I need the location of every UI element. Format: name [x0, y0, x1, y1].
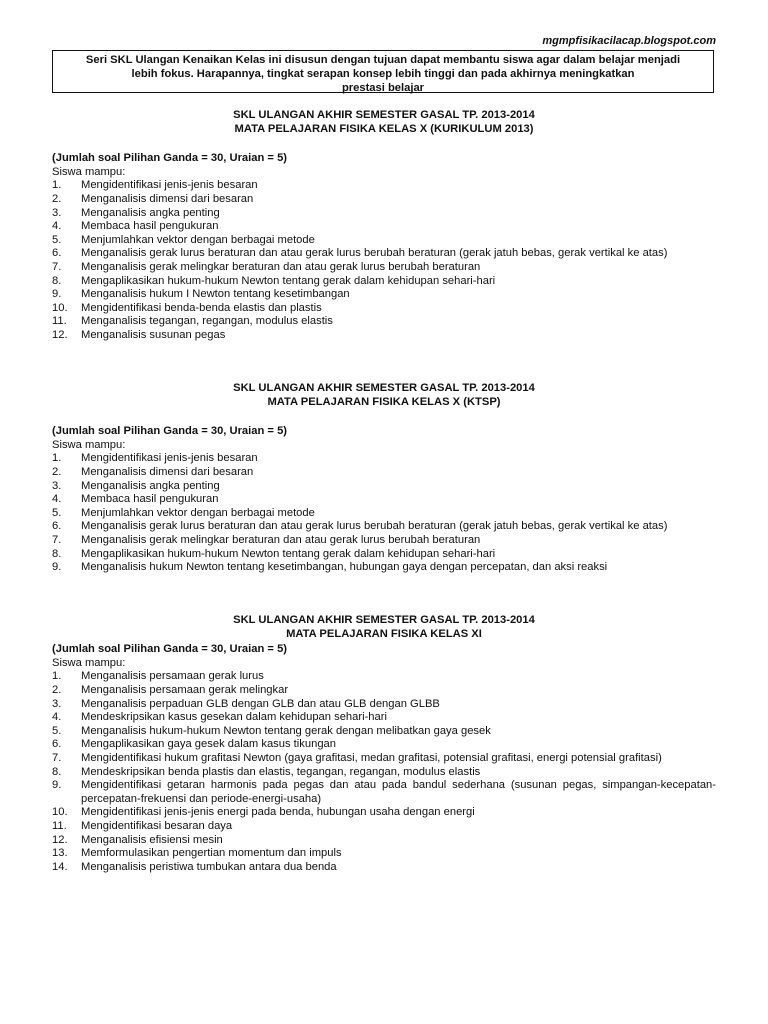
- list-item: [52, 288, 716, 302]
- item-number: 1.: [52, 179, 62, 192]
- section-subtitle: MATA PELAJARAN FISIKA KELAS X (KTSP): [267, 395, 501, 408]
- list-item: [52, 520, 716, 534]
- question-count: (Jumlah soal Pilihan Ganda = 30, Uraian = 5): [52, 425, 288, 438]
- item-text: Menganalisis dimensi dari besaran: [81, 192, 254, 205]
- item-number: 3.: [52, 697, 62, 710]
- item-number: 6.: [52, 247, 62, 260]
- list-item: [52, 220, 716, 234]
- item-text: Menganalisis persamaan gerak melingkar: [81, 683, 289, 696]
- list-item: [52, 193, 716, 207]
- item-text: Menganalisis angka penting: [81, 206, 220, 219]
- item-number: 13.: [52, 847, 68, 860]
- item-text: Menjumlahkan vektor dengan berbagai metode: [81, 233, 315, 246]
- item-number: 9.: [52, 288, 62, 301]
- item-text: Menganalisis perpaduan GLB dengan GLB dan atau GLB dengan GLBB: [81, 697, 440, 710]
- item-text: Membaca hasil pengukuran: [81, 493, 219, 506]
- item-number: 14.: [52, 860, 68, 873]
- blog-url: mgmpfisikacilacap.blogspot.com: [542, 35, 716, 47]
- item-text: Menganalisis persamaan gerak lurus: [81, 670, 264, 683]
- item-number: 7.: [52, 260, 62, 273]
- item-text: Mendeskripsikan benda plastis dan elastis, tegangan, regangan, modulus elastis: [81, 765, 481, 778]
- competency-list: [52, 670, 716, 874]
- item-number: 8.: [52, 274, 62, 287]
- item-text: Mengidentifikasi hukum grafitasi Newton (gaya grafitasi, medan grafitasi, potensial grafitasi, energi potensial grafitasi): [81, 751, 662, 764]
- section-kelas-xi: [52, 614, 716, 874]
- list-item: [52, 234, 716, 248]
- item-text: Mengaplikasikan gaya gesek dalam kasus tikungan: [81, 738, 336, 751]
- item-number: 2.: [52, 465, 62, 478]
- item-number: 7.: [52, 751, 62, 764]
- item-number: 12.: [52, 328, 68, 341]
- list-item: [52, 861, 716, 875]
- item-number: 6.: [52, 738, 62, 751]
- item-number: 5.: [52, 233, 62, 246]
- item-number: 1.: [52, 670, 62, 683]
- list-lead: Siswa mampu:: [52, 656, 126, 669]
- intro-line: lebih fokus. Harapannya, tingkat serapan konsep lebih tinggi dan pada akhirnya meningkatkan: [131, 68, 635, 80]
- list-item: [52, 766, 716, 780]
- item-text: Mengidentifikasi jenis-jenis energi pada benda, hubungan usaha dengan energi: [81, 806, 475, 819]
- item-number: 10.: [52, 806, 68, 819]
- list-item: [52, 261, 716, 275]
- item-number: 11.: [52, 819, 67, 832]
- list-item: [52, 329, 716, 343]
- item-text: Menganalisis gerak lurus beraturan dan atau gerak lurus berubah beraturan (gerak jatuh bebas, gerak vertikal ke atas): [81, 520, 668, 533]
- item-text: Mengaplikasikan hukum-hukum Newton tentang gerak dalam kehidupan sehari-hari: [81, 274, 496, 287]
- list-item: [52, 725, 716, 739]
- item-text: Menganalisis gerak lurus beraturan dan atau gerak lurus berubah beraturan (gerak jatuh bebas, gerak vertikal ke atas): [81, 247, 668, 260]
- item-text: Membaca hasil pengukuran: [81, 220, 219, 233]
- item-text: Memformulasikan pengertian momentum dan impuls: [81, 847, 342, 860]
- item-text: Mengidentifikasi getaran harmonis pada pegas dan atau pada bandul sederhana (susunan pegas, simpangan-kecepatan-percepatan-frekuensi dan periode-energi-usaha): [81, 779, 716, 805]
- list-item: [52, 847, 716, 861]
- list-item: [52, 315, 716, 329]
- item-text: Menganalisis hukum-hukum Newton tentang gerak dengan melibatkan gaya gesek: [81, 724, 491, 737]
- list-item: [52, 480, 716, 494]
- item-text: Menganalisis dimensi dari besaran: [81, 465, 254, 478]
- list-item: [52, 684, 716, 698]
- item-number: 8.: [52, 765, 62, 778]
- item-number: 2.: [52, 683, 62, 696]
- list-item: [52, 493, 716, 507]
- item-number: 5.: [52, 724, 62, 737]
- list-item: [52, 452, 716, 466]
- section-title: SKL ULANGAN AKHIR SEMESTER GASAL TP. 2013-2014: [233, 382, 535, 394]
- item-number: 5.: [52, 506, 62, 519]
- item-number: 11.: [52, 315, 67, 328]
- item-text: Menganalisis gerak melingkar beraturan dan atau gerak lurus berubah beraturan: [81, 533, 481, 546]
- list-item: [52, 711, 716, 725]
- intro-line: prestasi belajar: [341, 82, 425, 94]
- item-text: Mengidentifikasi jenis-jenis besaran: [81, 452, 258, 465]
- item-number: 3.: [52, 206, 62, 219]
- item-text: Menjumlahkan vektor dengan berbagai metode: [81, 506, 315, 519]
- section-kelas-x-ktsp: [52, 382, 716, 575]
- list-item: [52, 779, 716, 806]
- list-item: [52, 534, 716, 548]
- section-subtitle: MATA PELAJARAN FISIKA KELAS XI: [286, 627, 482, 640]
- item-text: Mengaplikasikan hukum-hukum Newton tentang gerak dalam kehidupan sehari-hari: [81, 547, 496, 560]
- item-text: Menganalisis susunan pegas: [81, 328, 226, 341]
- item-number: 8.: [52, 547, 62, 560]
- item-text: Mendeskripsikan kasus gesekan dalam kehidupan sehari-hari: [81, 711, 387, 724]
- question-count: (Jumlah soal Pilihan Ganda = 30, Uraian = 5): [52, 643, 288, 656]
- item-text: Menganalisis peristiwa tumbukan antara dua benda: [81, 860, 337, 873]
- item-number: 6.: [52, 520, 62, 533]
- intro-line: Seri SKL Ulangan Kenaikan Kelas ini disusun dengan tujuan dapat membantu siswa agar dalam belajar menjadi: [85, 54, 681, 66]
- list-item: [52, 698, 716, 712]
- competency-list: [52, 452, 716, 574]
- section-kelas-x-kurikulum-2013: [52, 109, 716, 343]
- item-number: 9.: [52, 561, 62, 574]
- list-item: [52, 207, 716, 221]
- item-text: Mengidentifikasi benda-benda elastis dan plastis: [81, 301, 322, 314]
- item-number: 1.: [52, 452, 62, 465]
- item-text: Mengidentifikasi besaran daya: [81, 819, 233, 832]
- list-item: [52, 738, 716, 752]
- list-item: [52, 275, 716, 289]
- item-number: 4.: [52, 493, 62, 506]
- item-number: 4.: [52, 711, 62, 724]
- item-number: 2.: [52, 192, 62, 205]
- list-item: [52, 752, 716, 766]
- list-item: [52, 466, 716, 480]
- list-item: [52, 507, 716, 521]
- list-item: [52, 302, 716, 316]
- list-lead: Siswa mampu:: [52, 165, 126, 178]
- item-text: Mengidentifikasi jenis-jenis besaran: [81, 179, 258, 192]
- competency-list: [52, 179, 716, 342]
- section-title: SKL ULANGAN AKHIR SEMESTER GASAL TP. 2013-2014: [233, 109, 535, 121]
- section-title: SKL ULANGAN AKHIR SEMESTER GASAL TP. 2013-2014: [233, 614, 535, 626]
- list-item: [52, 561, 716, 575]
- list-item: [52, 548, 716, 562]
- list-item: [52, 806, 716, 820]
- item-number: 3.: [52, 479, 62, 492]
- item-number: 10.: [52, 301, 68, 314]
- item-text: Menganalisis tegangan, regangan, modulus elastis: [81, 315, 333, 328]
- item-text: Menganalisis angka penting: [81, 479, 220, 492]
- item-text: Menganalisis hukum I Newton tentang kesetimbangan: [81, 288, 350, 301]
- item-text: Menganalisis efisiensi mesin: [81, 833, 223, 846]
- section-subtitle: MATA PELAJARAN FISIKA KELAS X (KURIKULUM 2013): [234, 122, 534, 135]
- item-text: Menganalisis gerak melingkar beraturan dan atau gerak lurus berubah beraturan: [81, 260, 481, 273]
- item-number: 12.: [52, 833, 68, 846]
- list-lead: Siswa mampu:: [52, 438, 126, 451]
- list-item: [52, 820, 716, 834]
- question-count: (Jumlah soal Pilihan Ganda = 30, Uraian = 5): [52, 152, 288, 165]
- intro-box: [52, 50, 714, 93]
- list-item: [52, 179, 716, 193]
- item-number: 9.: [52, 779, 62, 792]
- item-number: 4.: [52, 220, 62, 233]
- item-number: 7.: [52, 533, 62, 546]
- list-item: [52, 834, 716, 848]
- item-text: Menganalisis hukum Newton tentang kesetimbangan, hubungan gaya dengan percepatan, dan aksi reaksi: [81, 561, 608, 574]
- list-item: [52, 670, 716, 684]
- list-item: [52, 247, 716, 261]
